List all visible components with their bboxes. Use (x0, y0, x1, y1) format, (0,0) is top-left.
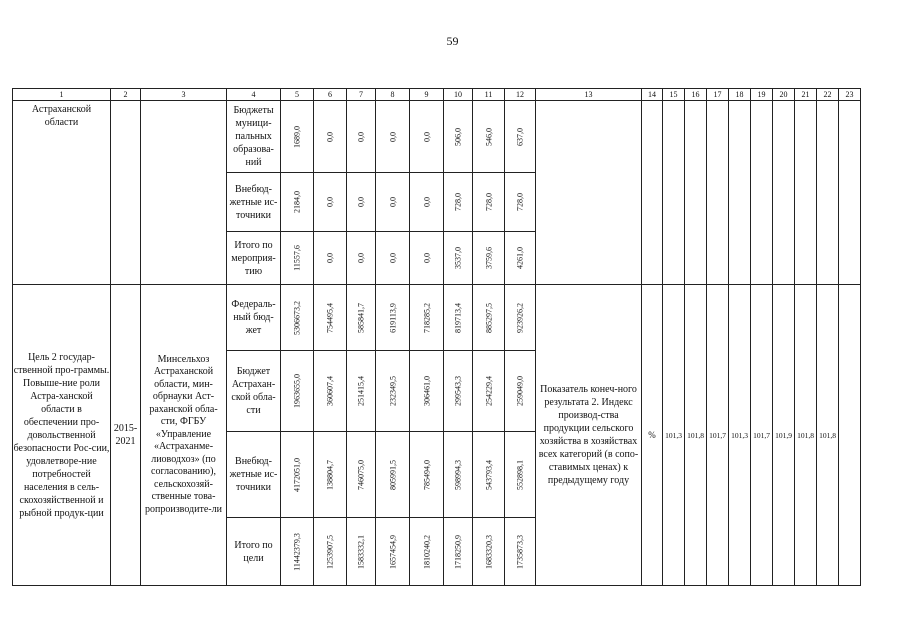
value-cell: 0,0 (314, 232, 347, 285)
source-label: Бюджеты муници-пальных образова-ний (227, 101, 281, 173)
value-cell: 1689,0 (281, 101, 314, 173)
column-header: 7 (347, 89, 376, 101)
value-cell: 728,0 (473, 173, 505, 232)
column-header: 23 (839, 89, 861, 101)
unit-cell: % (642, 285, 663, 586)
value-cell: 728,0 (505, 173, 536, 232)
column-header: 9 (410, 89, 444, 101)
column-header: 12 (505, 89, 536, 101)
indicator-cell: Показатель конеч-ного результата 2. Индекс производ-ства продукции сельского хозяйства в хозяйствах всех категорий (в сопо-ставимых ценах) к предыдущему году (536, 285, 642, 586)
value-cell: 0,0 (410, 101, 444, 173)
value-cell: 299543,3 (444, 351, 473, 432)
value-cell: 785494,0 (410, 432, 444, 518)
page-number: 59 (446, 34, 459, 48)
column-header: 1 (13, 89, 111, 101)
indicator-value-cell: 101,3 (663, 285, 685, 586)
column-header: 8 (376, 89, 410, 101)
column-header: 15 (663, 89, 685, 101)
column-header: 5 (281, 89, 314, 101)
executor-cell: Минсельхоз Астраханской области, мин-обрнауки Аст-раханской обла-сти, ФГБУ «Управление «Астраханме-лиоводхоз» (по согласованию), сельскохозяй-ственные това-ропроизводите-ли (141, 285, 227, 586)
column-header: 2 (111, 89, 141, 101)
column-header: 18 (729, 89, 751, 101)
value-cell: 585841,7 (347, 285, 376, 351)
value-cell: 232349,5 (376, 351, 410, 432)
column-header: 22 (817, 89, 839, 101)
value-cell: 0,0 (376, 173, 410, 232)
value-cell: 2184,0 (281, 173, 314, 232)
indicator-value-cell: 101,7 (751, 285, 773, 586)
value-cell: 251415,4 (347, 351, 376, 432)
value-cell: 0,0 (376, 101, 410, 173)
value-cell: 1735873,3 (505, 518, 536, 586)
source-label: Итого по мероприя-тию (227, 232, 281, 285)
source-label: Федераль-ный бюд-жет (227, 285, 281, 351)
column-header: 10 (444, 89, 473, 101)
value-cell: 754495,4 (314, 285, 347, 351)
value-cell: 923926,2 (505, 285, 536, 351)
value-cell: 3759,6 (473, 232, 505, 285)
column-header: 17 (707, 89, 729, 101)
indicator-cell (536, 101, 642, 285)
column-header: 13 (536, 89, 642, 101)
indicator-value-cell: 101,8 (685, 285, 707, 586)
value-cell: 1810240,2 (410, 518, 444, 586)
value-cell: 1683320,3 (473, 518, 505, 586)
goal-cell: Цель 2 государ-ственной про-граммы. Повыше-ние роли Астра-ханской области в обеспечении про-довольственной безопасности Рос-сии, удовлетворе-ние потребностей населения в сель-скохозяйственной и рыбной продук-ции (13, 285, 111, 586)
value-cell: 5306673,2 (281, 285, 314, 351)
indicator-value-cell: 101,7 (707, 285, 729, 586)
value-cell: 543793,4 (473, 432, 505, 518)
indicator-value-cell (817, 101, 839, 285)
value-cell: 637,0 (505, 101, 536, 173)
source-label: Внебюд-жетные ис-точники (227, 173, 281, 232)
value-cell: 619113,9 (376, 285, 410, 351)
value-cell: 0,0 (314, 101, 347, 173)
indicator-value-cell: 101,8 (795, 285, 817, 586)
indicator-value-cell (795, 101, 817, 285)
table-row (13, 285, 861, 351)
value-cell: 138804,7 (314, 432, 347, 518)
period-cell: 2015-2021 (111, 285, 141, 586)
column-header: 14 (642, 89, 663, 101)
value-cell: 0,0 (410, 232, 444, 285)
indicator-value-cell: 101,3 (729, 285, 751, 586)
value-cell: 598994,3 (444, 432, 473, 518)
value-cell: 3537,0 (444, 232, 473, 285)
value-cell: 0,0 (410, 173, 444, 232)
program-table (12, 88, 861, 586)
indicator-value-cell (663, 101, 685, 285)
source-label: Внебюд-жетные ис-точники (227, 432, 281, 518)
value-cell: 1963655,0 (281, 351, 314, 432)
indicator-value-cell: 101,9 (773, 285, 795, 586)
value-cell: 805991,5 (376, 432, 410, 518)
value-cell: 306461,0 (410, 351, 444, 432)
value-cell: 0,0 (347, 232, 376, 285)
value-cell: 11557,6 (281, 232, 314, 285)
table-row (13, 101, 861, 173)
value-cell: 819713,4 (444, 285, 473, 351)
value-cell: 0,0 (314, 173, 347, 232)
value-cell: 1253907,5 (314, 518, 347, 586)
unit-cell (642, 101, 663, 285)
value-cell: 1657454,9 (376, 518, 410, 586)
column-header: 6 (314, 89, 347, 101)
column-header: 3 (141, 89, 227, 101)
value-cell: 506,0 (444, 101, 473, 173)
value-cell: 4261,0 (505, 232, 536, 285)
value-cell: 254229,4 (473, 351, 505, 432)
value-cell: 11442379,3 (281, 518, 314, 586)
source-label: Итого по цели (227, 518, 281, 586)
value-cell: 1583332,1 (347, 518, 376, 586)
indicator-value-cell (773, 101, 795, 285)
indicator-value-cell (685, 101, 707, 285)
column-header: 21 (795, 89, 817, 101)
indicator-value-cell (839, 101, 861, 285)
column-header: 20 (773, 89, 795, 101)
indicator-value-cell (839, 285, 861, 586)
value-cell: 0,0 (376, 232, 410, 285)
value-cell: 0,0 (347, 173, 376, 232)
source-label: Бюджет Астрахан-ской обла-сти (227, 351, 281, 432)
executor-cell (141, 101, 227, 285)
indicator-value-cell (729, 101, 751, 285)
header-row (13, 89, 861, 101)
column-header: 11 (473, 89, 505, 101)
column-header: 19 (751, 89, 773, 101)
value-cell: 746075,0 (347, 432, 376, 518)
value-cell: 4172051,0 (281, 432, 314, 518)
indicator-value-cell: 101,8 (817, 285, 839, 586)
indicator-value-cell (707, 101, 729, 285)
column-header: 4 (227, 89, 281, 101)
value-cell: 718285,2 (410, 285, 444, 351)
value-cell: 552898,1 (505, 432, 536, 518)
value-cell: 885297,5 (473, 285, 505, 351)
column-header: 16 (685, 89, 707, 101)
value-cell: 546,0 (473, 101, 505, 173)
indicator-value-cell (751, 101, 773, 285)
value-cell: 0,0 (347, 101, 376, 173)
value-cell: 1718250,9 (444, 518, 473, 586)
period-cell (111, 101, 141, 285)
value-cell: 360607,4 (314, 351, 347, 432)
goal-cell: Астраханской области (13, 101, 111, 285)
value-cell: 259049,0 (505, 351, 536, 432)
value-cell: 728,0 (444, 173, 473, 232)
